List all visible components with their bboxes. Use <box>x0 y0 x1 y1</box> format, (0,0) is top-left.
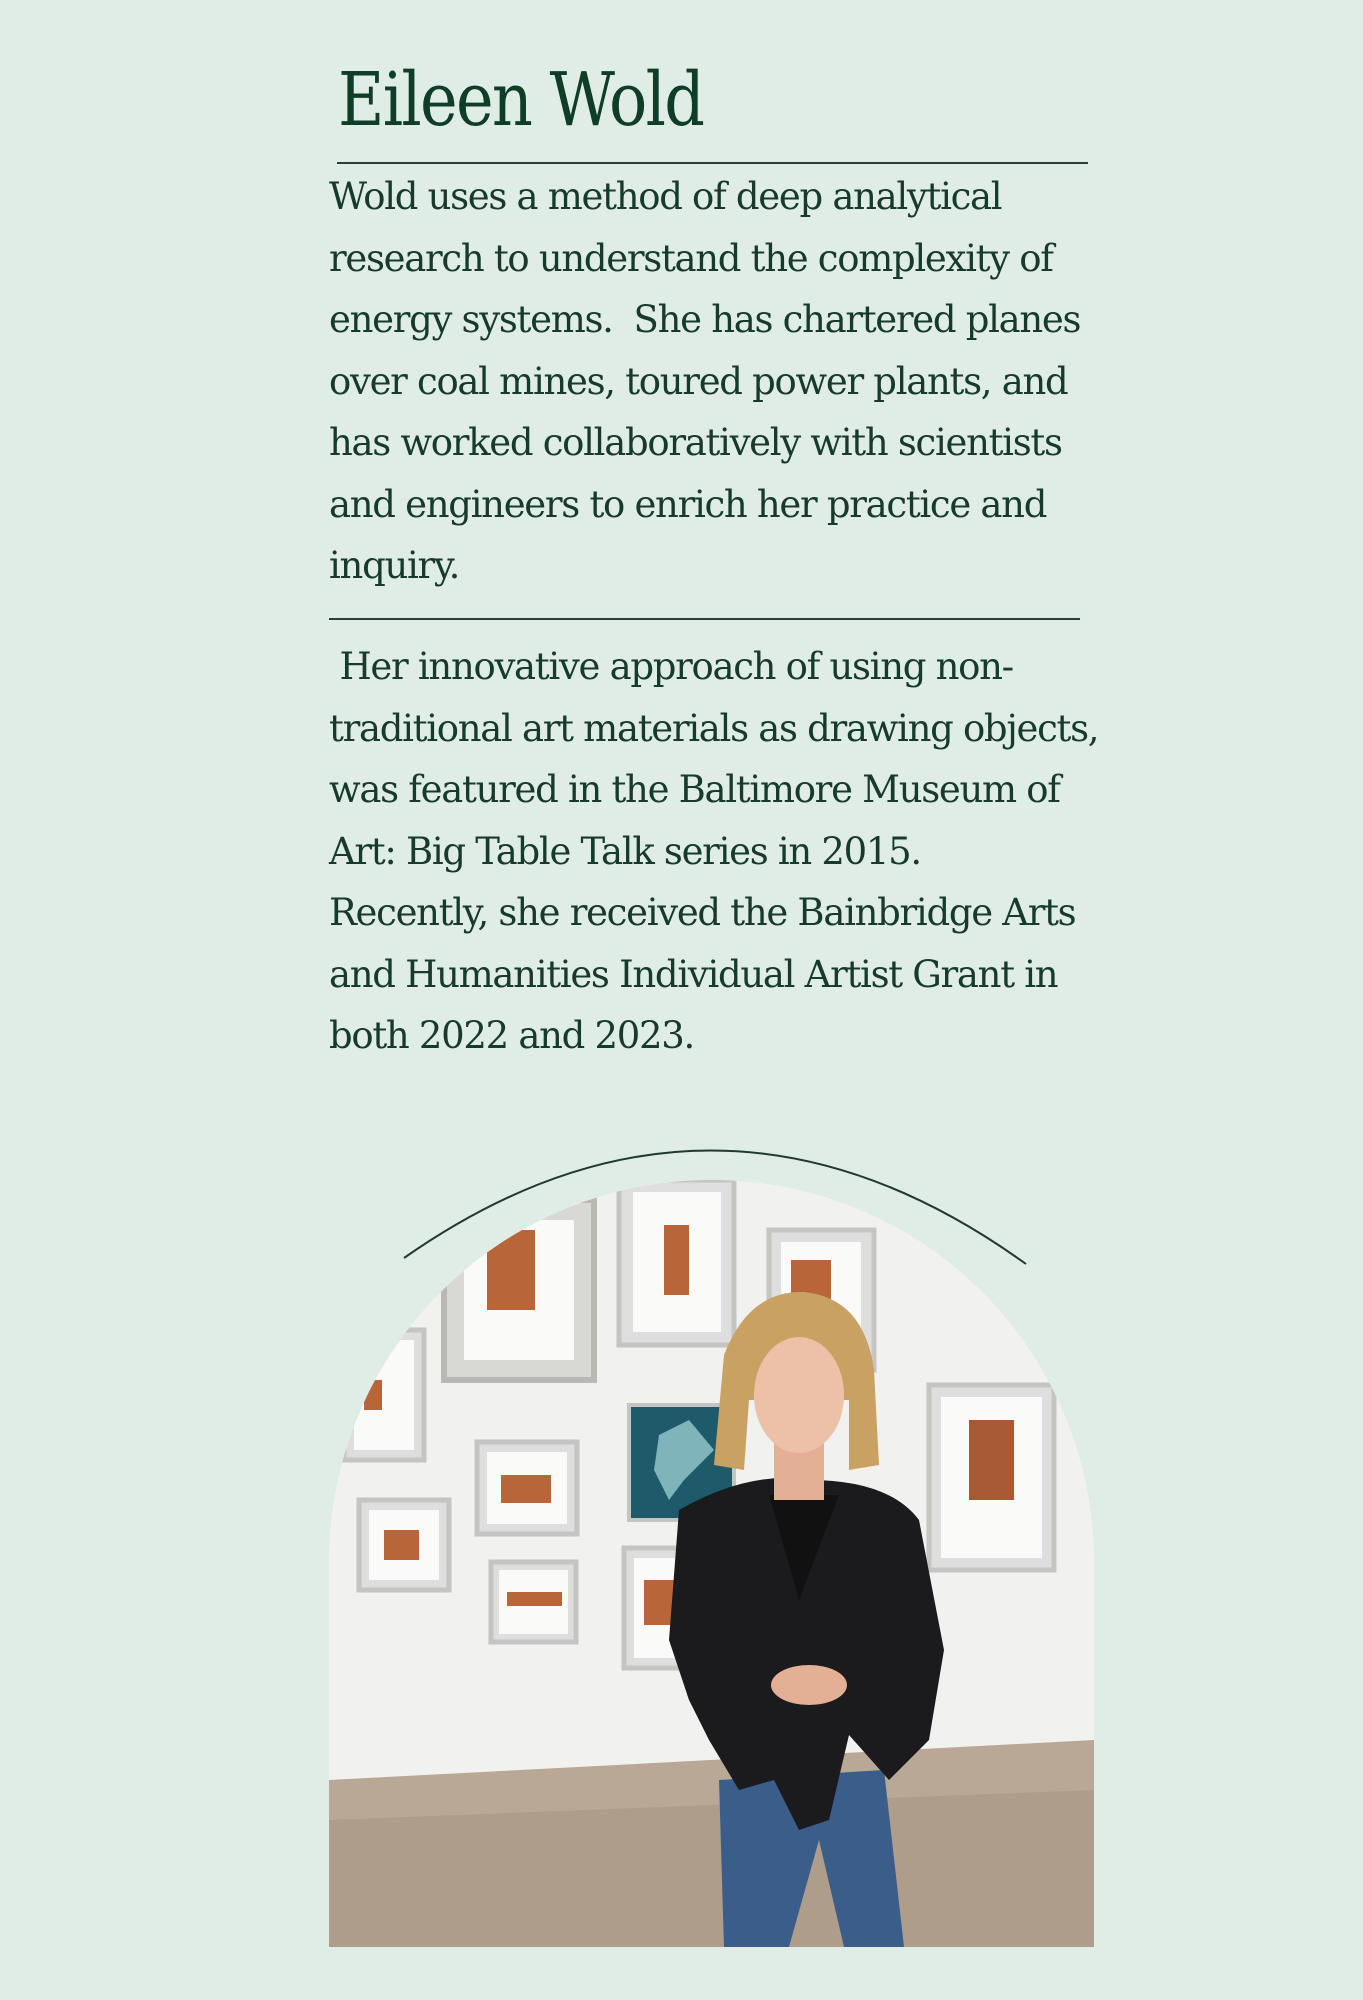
artist-name-heading: Eileen Wold <box>338 57 704 143</box>
bio-paragraph-recognition: Her innovative approach of using non-traditional art materials as drawing objects, was featured in the Baltimore Museum of Art: Big Table Talk series in 2015. Recently, she received the Bainbridge Arts and Humanities Individual Artist Grant in both 2022 and 2023. <box>329 645 1109 1057</box>
divider-top <box>337 162 1088 164</box>
bio-paragraph-research: Wold uses a method of deep analytical research to understand the complexity of energy systems. She has chartered planes over coal mines, toured power plants, and has worked collaboratively with scientists and engineers to enrich her practice and inquiry. <box>329 175 1091 587</box>
framed-artwork <box>619 1180 734 1345</box>
divider-middle <box>329 618 1080 620</box>
framed-artwork <box>359 1500 449 1590</box>
artist-portrait-photo <box>329 1180 1094 1947</box>
framed-artwork <box>477 1442 577 1534</box>
framed-artwork <box>929 1385 1054 1570</box>
framed-artwork <box>491 1562 576 1642</box>
framed-artwork <box>344 1330 424 1460</box>
